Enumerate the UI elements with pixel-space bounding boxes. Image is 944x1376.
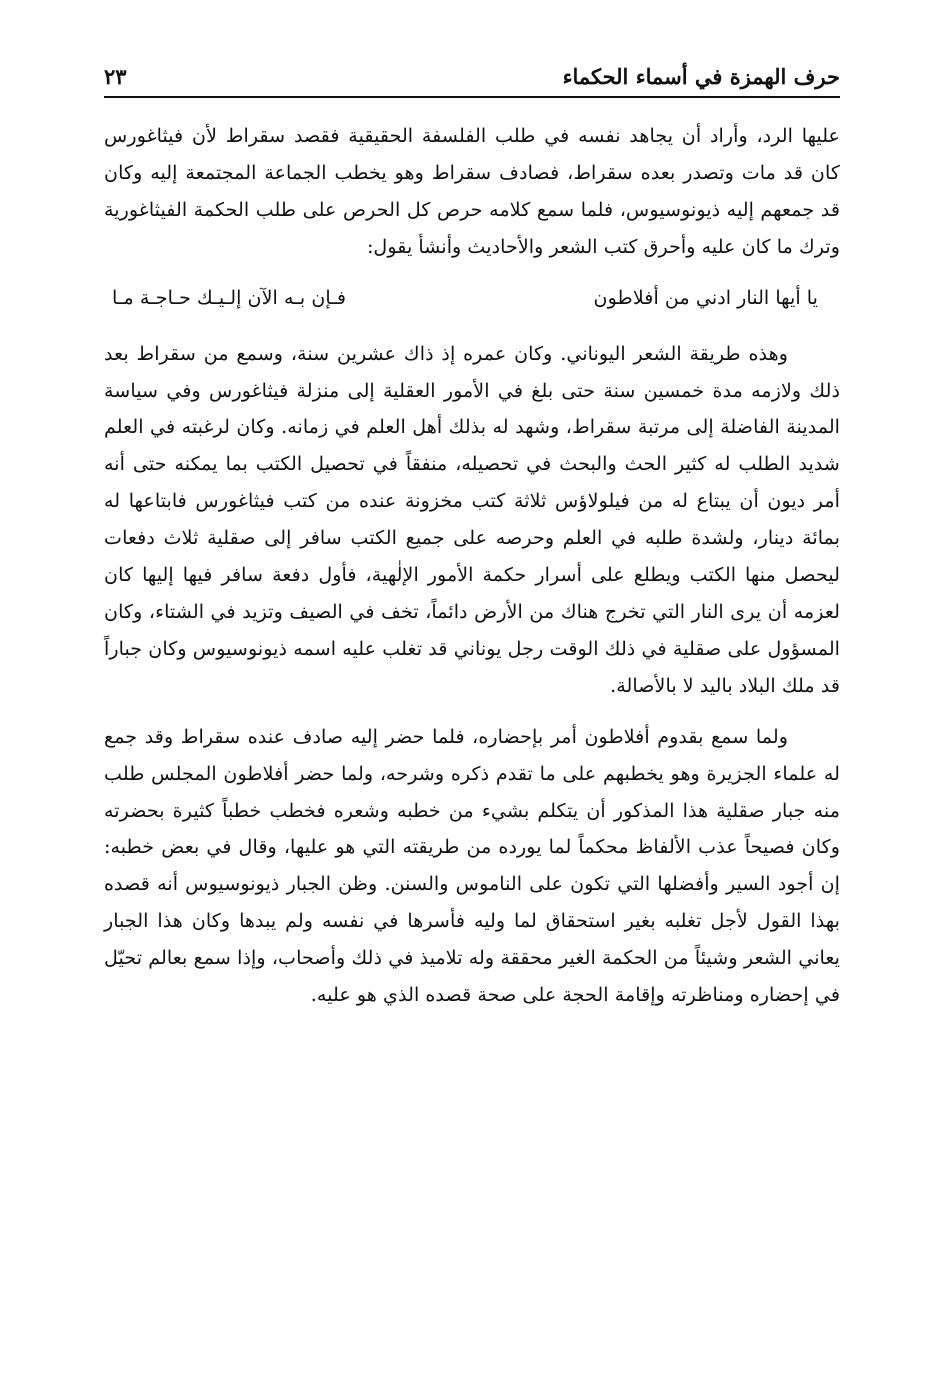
page-number: ٢٣ [104, 64, 127, 89]
body-text [104, 118, 840, 1014]
verse-second-hemistich: فـإن بـه الآن إلـيـك حـاجـة مـا [112, 285, 347, 309]
verse-first-hemistich: يا أيها النار ادني من أفلاطون [593, 285, 818, 309]
page-header [104, 58, 840, 92]
paragraph-1: عليها الرد، وأراد أن يجاهد نفسه في طلب الفلسفة الحقيقية فقصد سقراط لأن فيثاغورس كان قد مات وتصدر بعده سقراط، فصادف سقراط وهو يخطب الجماعة المجتمعة إليه وكان قد جمعهم إليه ذيونوسيوس، فلما سمع كلامه حرص كل الحرص على طلب الحكمة الفيثاغورية وترك ما كان عليه وأحرق كتب الشعر والأحاديث وأنشأ يقول: [104, 124, 840, 258]
paragraph-3: ولما سمع بقدوم أفلاطون أمر بإحضاره، فلما حضر إليه صادف عنده سقراط وقد جمع له علماء الجزيرة وهو يخطبهم على ما تقدم ذكره وشرحه، ولما حضر أفلاطون المجلس طلب منه جبار صقلية هذا المذكور أن يتكلم بشيء من خطبه وشعره فخطب خطباً كثيرة بحضرته وكان فصيحاً عذب الألفاظ محكماً لما يورده من طريقته التي هو عليها، وقال في بعض خطبه: إن أجود السير وأفضلها التي تكون على الناموس والسنن. وظن الجبار ذيونوسيوس أنه قصده بهذا القول لأجل تغلبه بغير استحقاق لما وليه فأسرها في نفسه ولم يبدها وكان هذا الجبار يعاني الشعر وشيئاً من الحكمة الغير محققة وله تلاميذ في ذلك وأصحاب، وإذا سمع بعالم تحيّل في إحضاره ومناظرته وإقامة الحجة على صحة قصده الذي هو عليه. [104, 724, 840, 1007]
book-page [104, 58, 840, 1014]
header-rule [104, 96, 840, 98]
paragraph-2: وهذه طريقة الشعر اليوناني. وكان عمره إذ ذاك عشرين سنة، وسمع من سقراط بعد ذلك ولازمه مدة خمسين سنة حتى بلغ في الأمور العقلية إلى منزلة فيثاغورس وفي سياسة المدينة الفاضلة إلى مرتبة سقراط، وشهد له بذلك أهل العلم في زمانه. وكان لرغبته في العلم شديد الطلب له كثير الحث والبحث في تحصيله، منفقاً في تحصيل الكتب بما يمكنه حتى أنه أمر ديون أن يبتاع له من فيلولاؤس ثلاثة كتب مخزونة عنده من كتب فيثاغورس فابتاعها له بمائة دينار، ولشدة طلبه في العلم وحرصه على جميع الكتب سافر إلى صقلية ثلاث دفعات ليحصل منها الكتب ويطلع على أسرار حكمة الأمور الإلٰهية، فأول دفعة سافر فيها إليها كان لعزمه أن يرى النار التي تخرج هناك من الأرض دائماً، تخف في الصيف وتزيد في الشتاء، وكان المسؤول على صقلية في ذلك الوقت رجل يوناني قد تغلب عليه اسمه ذيونوسيوس وكان جباراً قد ملك البلاد باليد لا بالأصالة. [104, 341, 840, 697]
running-title: حرف الهمزة في أسماء الحكماء [562, 64, 840, 89]
verse-line [104, 280, 840, 316]
